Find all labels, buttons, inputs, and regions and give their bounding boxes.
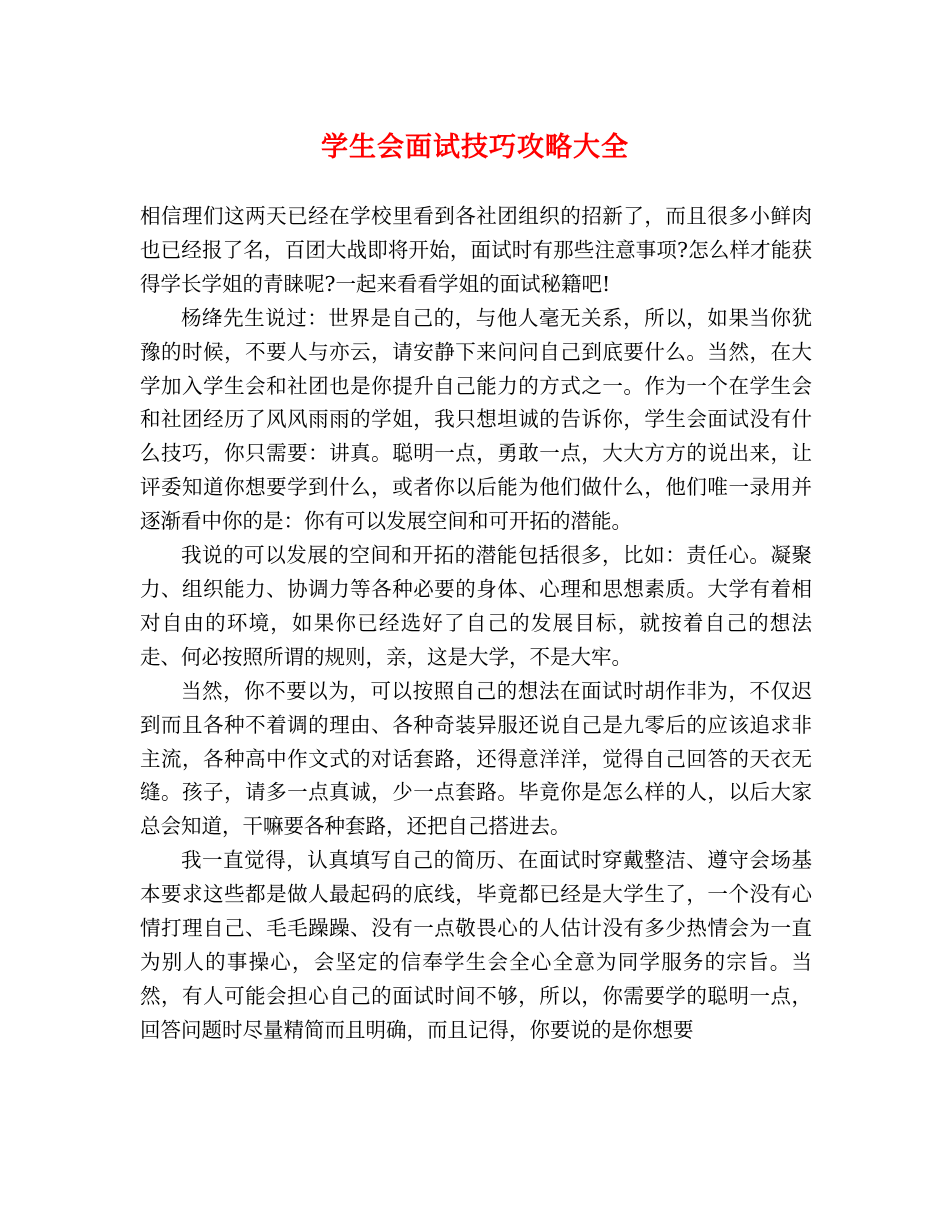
document-title: 学生会面试技巧攻略大全 (321, 132, 629, 163)
paragraph: 杨绛先生说过：世界是自己的，与他人毫无关系，所以，如果当你犹豫的时候，不要人与亦云，请安静下来问问自己到底要什么。当然，在大学加入学生会和社团也是你提升自己能力的方式之一。作为一个在学生会和社团经历了风风雨雨的学姐，我只想坦诚的告诉你，学生会面试没有什么技巧，你只需要：讲真。聪明一点，勇敢一点，大大方方的说出来，让评委知道你想要学到什么，或者你以后能为他们做什么，他们唯一录用并逐渐看中你的是：你有可以发展空间和可开拓的潜能。 (140, 305, 812, 534)
paragraph: 我一直觉得，认真填写自己的简历、在面试时穿戴整洁、遵守会场基本要求这些都是做人最起码的底线，毕竟都已经是大学生了，一个没有心情打理自己、毛毛躁躁、没有一点敬畏心的人估计没有多少热情会为一直为别人的事操心，会坚定的信奉学生会全心全意为同学服务的宗旨。当然，有人可能会担心自己的面试时间不够，所以，你需要学的聪明一点，回答问题时尽量精简而且明确，而且记得，你要说的是你想要 (140, 848, 812, 1042)
document-body (140, 200, 812, 1048)
paragraph: 我说的可以发展的空间和开拓的潜能包括很多，比如：责任心。凝聚力、组织能力、协调力等各种必要的身体、心理和思想素质。大学有着相对自由的环境，如果你已经选好了自己的发展目标，就按着自己的想法走、何必按照所谓的规则，亲，这是大学，不是大牢。 (140, 543, 812, 669)
paragraph: 当然，你不要以为，可以按照自己的想法在面试时胡作非为，不仅迟到而且各种不着调的理由、各种奇装异服还说自己是九零后的应该追求非主流，各种高中作文式的对话套路，还得意洋洋，觉得自己回答的天衣无缝。孩子，请多一点真诚，少一点套路。毕竟你是怎么样的人，以后大家总会知道，干嘛要各种套路，还把自己搭进去。 (140, 678, 812, 839)
paragraph-intro: 相信理们这两天已经在学校里看到各社团组织的招新了，而且很多小鲜肉也已经报了名，百团大战即将开始，面试时有那些注意事项?怎么样才能获得学长学姐的青睐呢?一起来看看学姐的面试秘籍吧! (140, 204, 812, 296)
